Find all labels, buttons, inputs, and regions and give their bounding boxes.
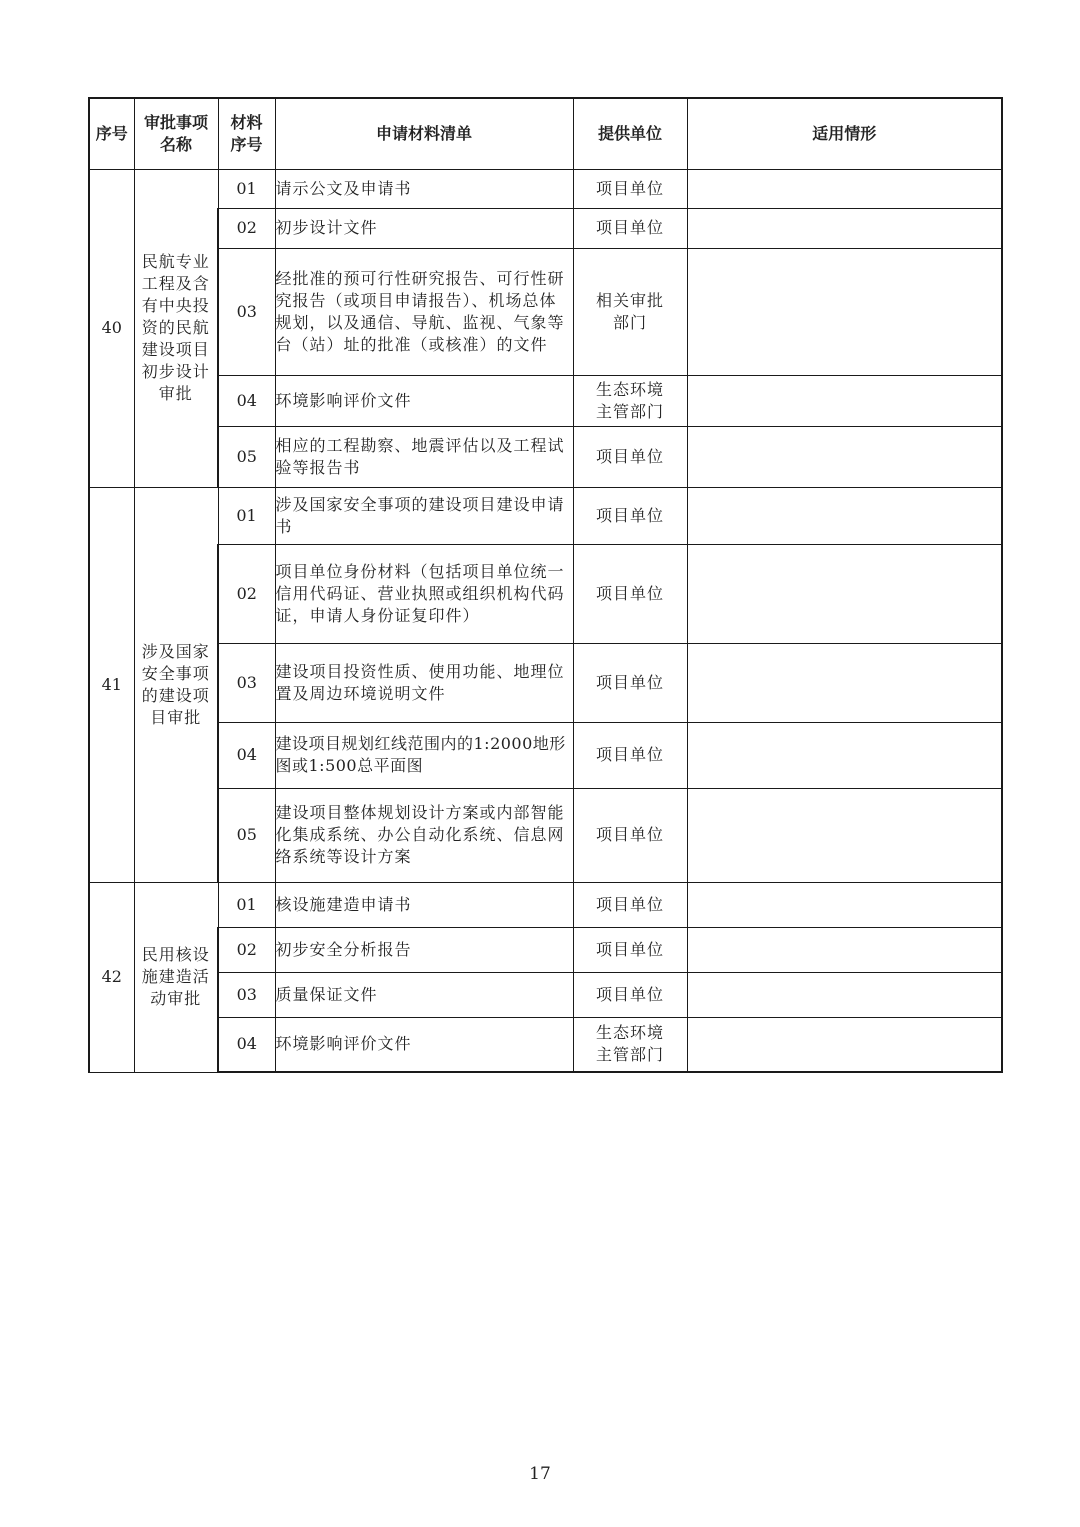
provider-unit: 生态环境主管部门 (573, 375, 687, 426)
material-no: 01 (218, 169, 275, 208)
material-text: 项目单位身份材料（包括项目单位统一信用代码证、营业执照或组织机构代码证，申请人身份证复印件） (275, 544, 573, 643)
group-seq: 40 (89, 169, 134, 487)
page-number: 17 (529, 1464, 551, 1484)
provider-unit: 项目单位 (573, 426, 687, 487)
table-row (89, 643, 1002, 722)
table-row (89, 169, 1002, 208)
applicable-cell (687, 426, 1002, 487)
applicable-cell (687, 882, 1002, 927)
material-no: 03 (218, 643, 275, 722)
provider-unit: 相关审批部门 (573, 248, 687, 375)
material-text: 初步设计文件 (275, 208, 573, 248)
material-text: 请示公文及申请书 (275, 169, 573, 208)
table-row (89, 722, 1002, 788)
table-header-row (89, 98, 1002, 169)
provider-unit: 项目单位 (573, 643, 687, 722)
provider-unit: 项目单位 (573, 722, 687, 788)
group-item-name: 涉及国家安全事项的建设项目审批 (134, 487, 218, 882)
table-row (89, 208, 1002, 248)
applicable-cell (687, 788, 1002, 882)
material-text: 环境影响评价文件 (275, 1017, 573, 1072)
provider-unit: 项目单位 (573, 972, 687, 1017)
material-no: 02 (218, 208, 275, 248)
material-no: 01 (218, 882, 275, 927)
provider-unit: 项目单位 (573, 788, 687, 882)
group-item-name: 民用核设施建造活动审批 (134, 882, 218, 1072)
materials-table (88, 97, 1003, 1073)
material-no: 03 (218, 972, 275, 1017)
material-text: 经批准的预可行性研究报告、可行性研究报告（或项目申请报告）、机场总体规划，以及通信、导航、监视、气象等台（站）址的批准（或核准）的文件 (275, 248, 573, 375)
material-no: 04 (218, 1017, 275, 1072)
group-seq: 42 (89, 882, 134, 1072)
header-item-name: 审批事项名称 (134, 98, 218, 169)
group-seq: 41 (89, 487, 134, 882)
table-row (89, 1017, 1002, 1072)
applicable-cell (687, 972, 1002, 1017)
table-row (89, 248, 1002, 375)
provider-unit: 生态环境主管部门 (573, 1017, 687, 1072)
provider-unit: 项目单位 (573, 487, 687, 544)
material-text: 相应的工程勘察、地震评估以及工程试验等报告书 (275, 426, 573, 487)
material-no: 01 (218, 487, 275, 544)
material-no: 04 (218, 722, 275, 788)
table-row (89, 375, 1002, 426)
applicable-cell (687, 722, 1002, 788)
material-no: 02 (218, 544, 275, 643)
material-text: 环境影响评价文件 (275, 375, 573, 426)
material-no: 04 (218, 375, 275, 426)
table-row (89, 927, 1002, 972)
provider-unit: 项目单位 (573, 882, 687, 927)
table-row (89, 972, 1002, 1017)
material-text: 建设项目整体规划设计方案或内部智能化集成系统、办公自动化系统、信息网络系统等设计方案 (275, 788, 573, 882)
material-no: 03 (218, 248, 275, 375)
group-item-name: 民航专业工程及含有中央投资的民航建设项目初步设计审批 (134, 169, 218, 487)
material-text: 初步安全分析报告 (275, 927, 573, 972)
applicable-cell (687, 544, 1002, 643)
applicable-cell (687, 1017, 1002, 1072)
header-provider: 提供单位 (573, 98, 687, 169)
material-text: 建设项目规划红线范围内的1:2000地形图或1:500总平面图 (275, 722, 573, 788)
material-no: 02 (218, 927, 275, 972)
table-row (89, 487, 1002, 544)
provider-unit: 项目单位 (573, 169, 687, 208)
table-row (89, 426, 1002, 487)
applicable-cell (687, 208, 1002, 248)
header-applicable: 适用情形 (687, 98, 1002, 169)
material-text: 建设项目投资性质、使用功能、地理位置及周边环境说明文件 (275, 643, 573, 722)
table-row (89, 882, 1002, 927)
provider-unit: 项目单位 (573, 208, 687, 248)
material-text: 涉及国家安全事项的建设项目建设申请书 (275, 487, 573, 544)
header-material-seq: 材料序号 (218, 98, 275, 169)
applicable-cell (687, 487, 1002, 544)
table-row (89, 544, 1002, 643)
table-row (89, 788, 1002, 882)
applicable-cell (687, 927, 1002, 972)
material-no: 05 (218, 426, 275, 487)
provider-unit: 项目单位 (573, 927, 687, 972)
applicable-cell (687, 169, 1002, 208)
material-text: 质量保证文件 (275, 972, 573, 1017)
material-no: 05 (218, 788, 275, 882)
header-materials: 申请材料清单 (275, 98, 573, 169)
header-seq: 序号 (89, 98, 134, 169)
material-text: 核设施建造申请书 (275, 882, 573, 927)
applicable-cell (687, 643, 1002, 722)
applicable-cell (687, 248, 1002, 375)
applicable-cell (687, 375, 1002, 426)
provider-unit: 项目单位 (573, 544, 687, 643)
